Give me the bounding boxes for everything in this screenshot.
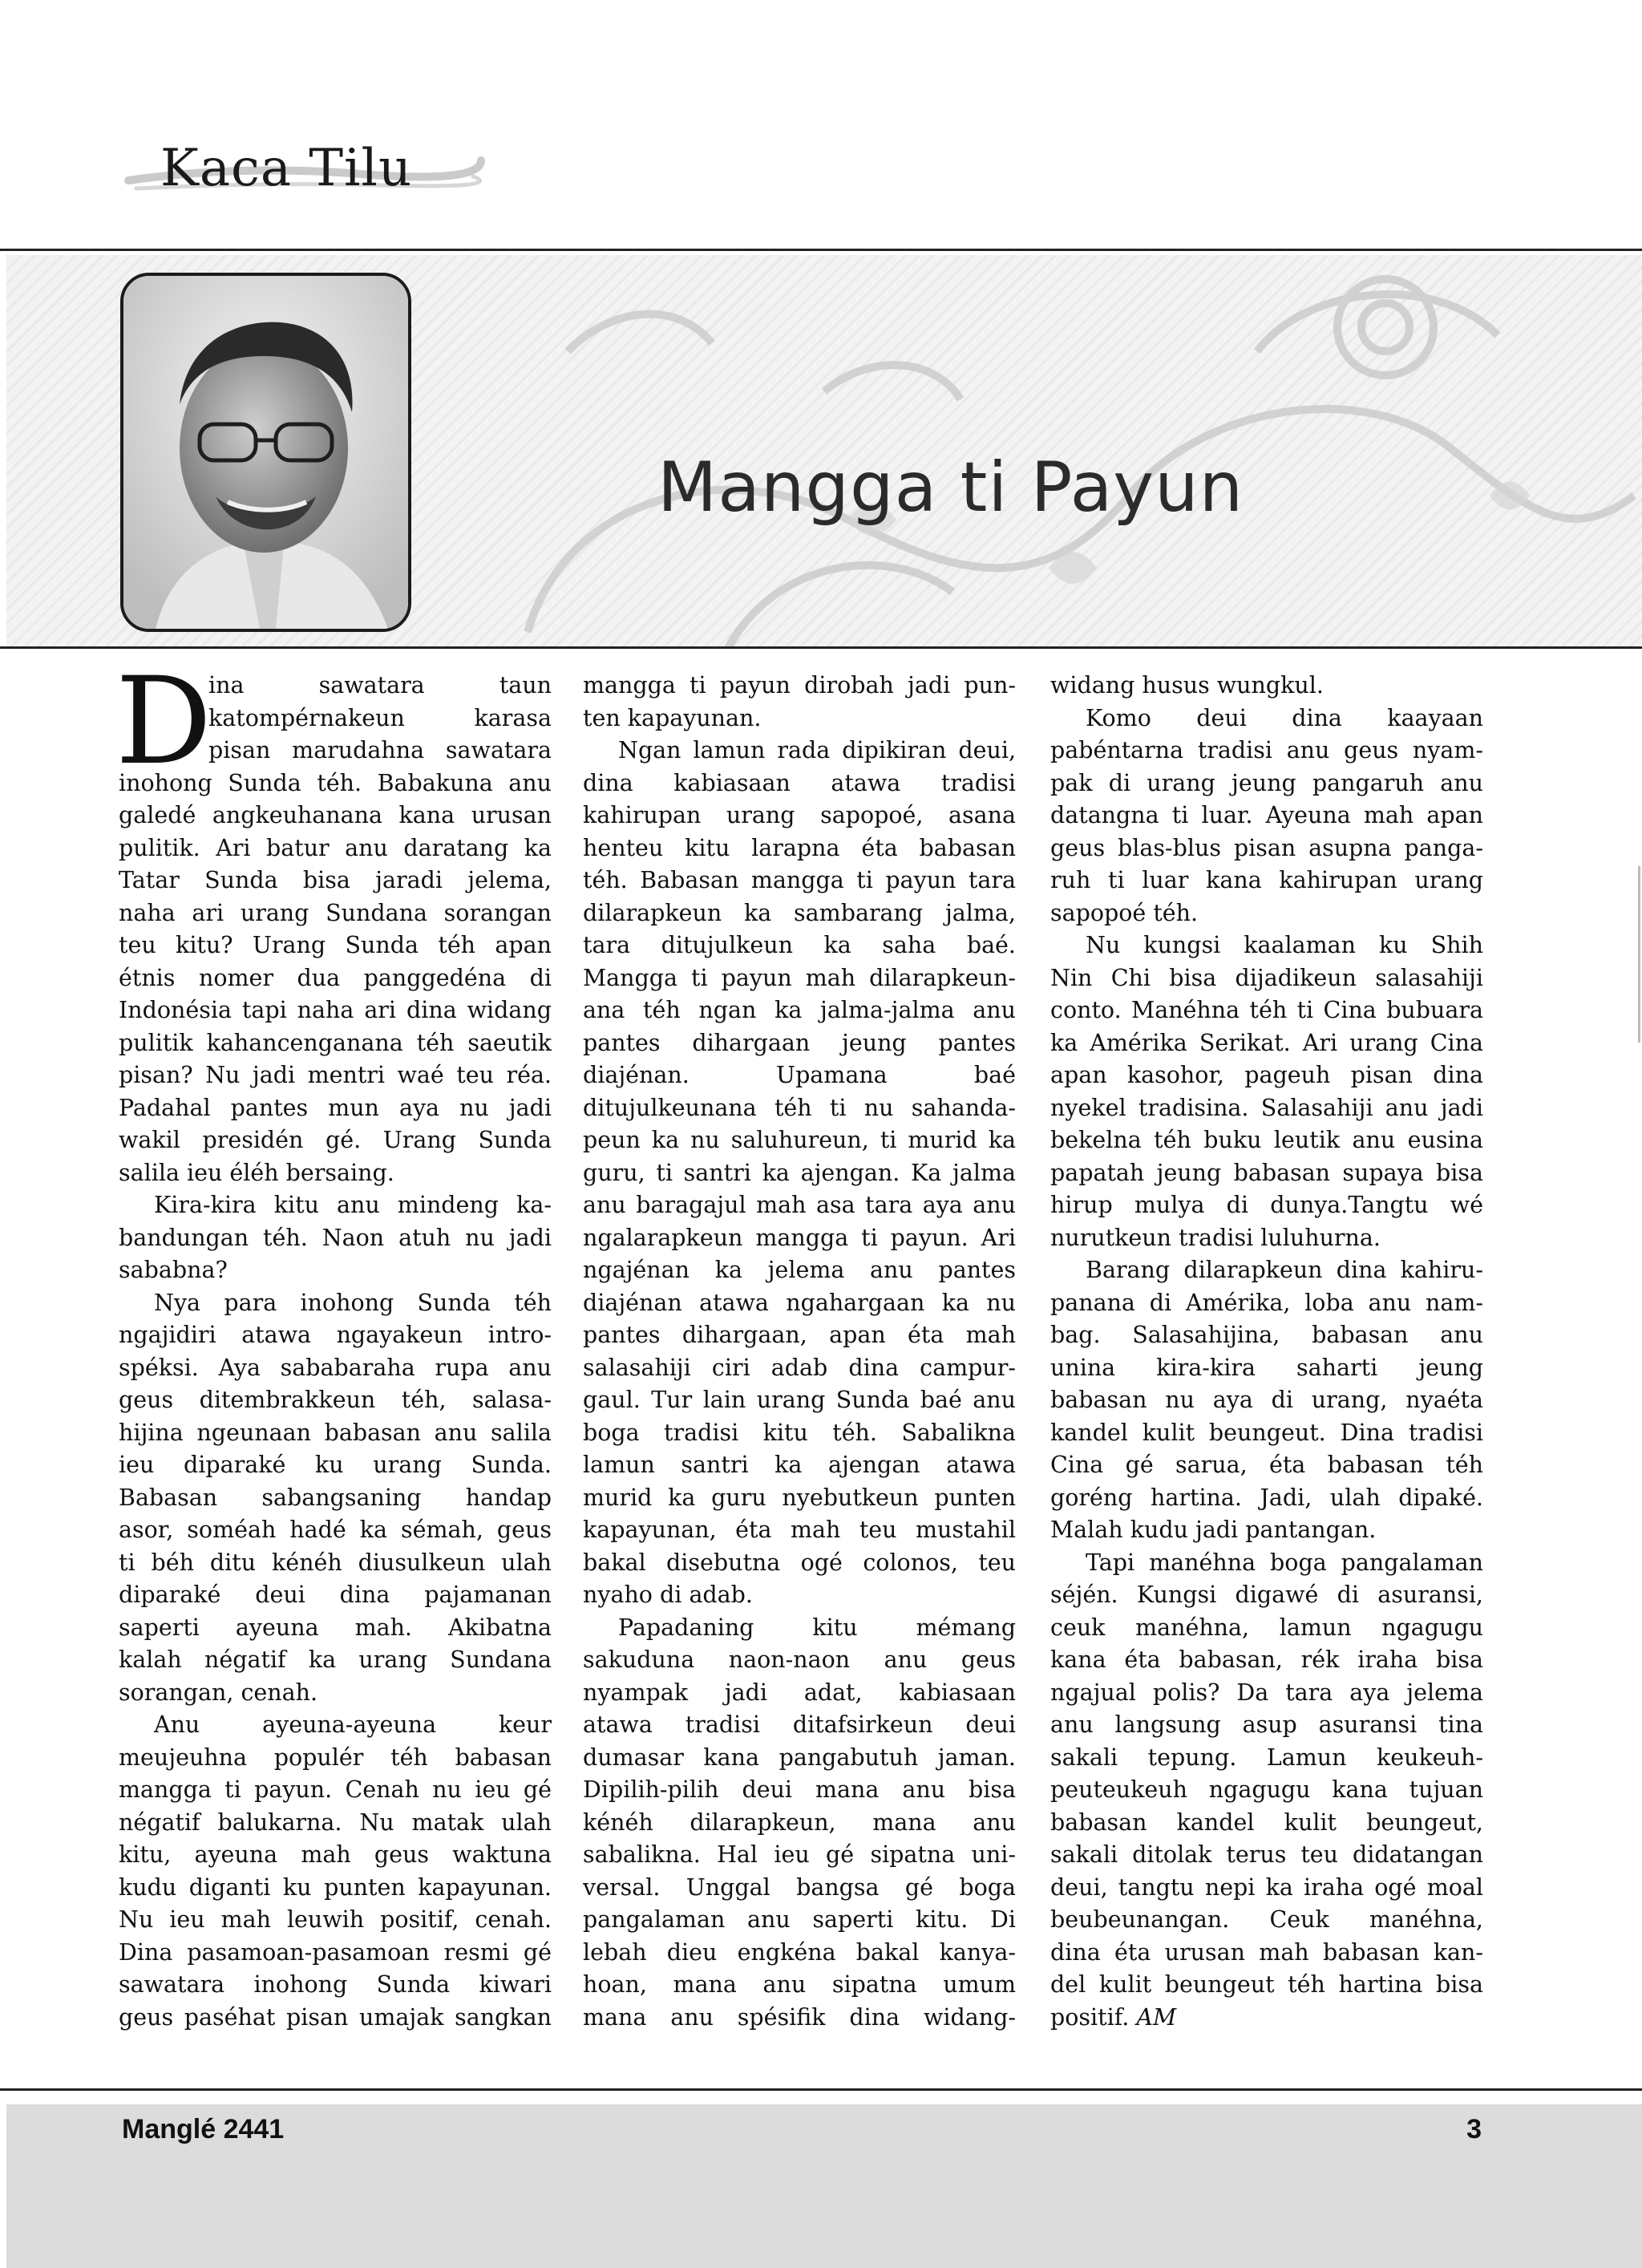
text-line: ka Amérika Serikat. Ari urang Cina (1050, 1029, 1483, 1056)
text-line: sakali tepung. Lamun keukeuh- (1050, 1744, 1483, 1771)
text-line: Papadaning kitu mémang (618, 1614, 1016, 1641)
text-line: hoan, mana anu sipatna umum (583, 1971, 1016, 1998)
text-line: Komo deui dina kaayaan (1086, 704, 1483, 731)
text-line: Cina gé sarua, éta babasan téh (1050, 1452, 1483, 1478)
text-line: unina kira-kira saharti jeung (1050, 1354, 1483, 1381)
text-line: panana di Amérika, loba anu nam- (1050, 1289, 1483, 1316)
text-line: dilarapkeun ka sambarang jalma, (583, 899, 1016, 926)
text-line: Nin Chi bisa dijadikeun salasahiji (1050, 964, 1483, 991)
text-line: hirup mulya di dunya.Tangtu wé (1050, 1192, 1483, 1218)
text-line: ngajual polis? Da tara aya jelema (1050, 1679, 1483, 1706)
text-line: sabalikna. Hal ieu gé sipatna uni- (583, 1841, 1016, 1868)
text-line: Anu ayeuna-ayeuna keur (154, 1711, 552, 1738)
text-line: diparaké deui dina pajamanan (119, 1582, 552, 1608)
text-line: ina sawatara taun (208, 672, 552, 699)
text-line: pisan? Nu jadi mentri waé teu réa. (119, 1062, 552, 1088)
header-bottom-rule (0, 646, 1642, 649)
text-line: conto. Manéhna téh ti Cina bubuara (1050, 997, 1483, 1023)
text-line: bakal disebutna ogé colonos, teu (583, 1549, 1016, 1576)
text-line: deui, tangtu nepi ka iraha ogé moal (1050, 1873, 1483, 1901)
text-line: gaul. Tur lain urang Sunda baé anu (583, 1387, 1016, 1413)
text-line: atawa tradisi ditafsirkeun deui (583, 1711, 1016, 1738)
text-line: sakali ditolak terus teu didatangan (1050, 1841, 1483, 1868)
text-line: Tapi manéhna boga pangalaman (1086, 1549, 1483, 1576)
article-column-3 (1050, 670, 1483, 2034)
text-line: dumasar kana pangabutuh jaman. (583, 1744, 1016, 1771)
text-line: ngajénan ka jelema anu pantes (583, 1257, 1016, 1283)
publication-issue: Manglé 2441 (122, 2114, 285, 2144)
text-line-last (1050, 2002, 1483, 2035)
text-line: pisan marudahna sawatara (208, 737, 552, 763)
text-line: pabéntarna tradisi anu geus nyam- (1050, 737, 1483, 763)
text-line: katompérnakeun karasa (208, 704, 552, 731)
text-line: mangga ti payun dirobah jadi pun- (583, 672, 1016, 699)
text-line: téh. Babasan mangga ti payun tara (583, 867, 1016, 893)
page-edge-mark (1638, 866, 1640, 1043)
text-line: kudu diganti ku punten kapayunan. (119, 1873, 552, 1901)
text-line: kana éta babasan, rék iraha bisa (1050, 1646, 1483, 1673)
text-line: Nu ieu mah leuwih positif, cenah. (119, 1906, 552, 1933)
text-line: Nu kungsi kaalaman ku Shih (1086, 932, 1483, 958)
text-line: séjén. Kungsi digawé di asuransi, (1050, 1582, 1483, 1608)
text-line: meujeuhna populér téh babasan (119, 1744, 552, 1771)
text-line: naha ari urang Sundana sorangan (119, 899, 552, 926)
section-label: Kaca Tilu (160, 139, 413, 198)
text-line: pak di urang jeung pangaruh anu (1050, 769, 1483, 796)
text-line: sababna? (119, 1257, 228, 1283)
article-column-1 (115, 652, 552, 2034)
page-number: 3 (1466, 2114, 1482, 2144)
text-line: kapayunan, éta mah teu mustahil (583, 1517, 1016, 1543)
text-line: versal. Unggal bangsa gé boga (583, 1873, 1016, 1901)
text-line: geus ditembrakkeun téh, salasa- (119, 1387, 552, 1413)
drop-cap: D (115, 652, 212, 792)
text-line: beubeunangan. Ceuk manéhna, (1050, 1906, 1483, 1933)
text-line: bandungan téh. Naon atuh nu jadi (119, 1224, 552, 1251)
author-portrait-icon (123, 276, 408, 629)
text-line: Mangga ti payun mah dilarapkeun- (583, 964, 1016, 991)
text-line: ti béh ditu kénéh diusulkeun ulah (119, 1549, 552, 1576)
text-line: peun ka nu saluhureun, ti murid ka (583, 1127, 1016, 1153)
text-line: ten kapayunan. (583, 704, 762, 731)
text-line: pulitik. Ari batur anu daratang ka (119, 834, 552, 861)
text-line: babasan kandel kulit beungeut, (1050, 1808, 1483, 1836)
text-line: kénéh dilarapkeun, mana anu (583, 1808, 1016, 1836)
text-line: sorangan, cenah. (119, 1679, 318, 1706)
text-line: geus blas-blus pisan asupna panga- (1050, 834, 1483, 861)
text-line: guru, ti santri ka ajengan. Ka jalma (583, 1159, 1016, 1186)
text-line: salasahiji ciri adab dina campur- (583, 1354, 1016, 1381)
text-line: sakuduna naon-naon anu geus (583, 1646, 1016, 1673)
text-line: ieu diparaké ku urang Sunda. (119, 1452, 552, 1478)
text-line: pantes dihargaan jeung pantes (583, 1029, 1016, 1056)
text-line: diajénan. Upamana baé (583, 1062, 1016, 1088)
text-line: lebah dieu engkéna bakal kanya- (583, 1938, 1016, 1966)
text-line: pantes dihargaan, apan éta mah (583, 1322, 1016, 1348)
text-line: kalah négatif ka urang Sundana (119, 1646, 552, 1673)
text-line: Nya para inohong Sunda téh (154, 1289, 552, 1316)
text-line: kandel kulit beungeut. Dina tradisi (1050, 1419, 1483, 1446)
text-line: Dipilih-pilih deui mana anu bisa (583, 1776, 1016, 1803)
text-line: Dina pasamoan-pasamoan resmi gé (119, 1938, 552, 1966)
text-line: sawatara inohong Sunda kiwari (119, 1971, 552, 1998)
text-line: ditujulkeunana téh ti nu sahanda- (583, 1094, 1016, 1121)
text-line: datangna ti luar. Ayeuna mah apan (1050, 802, 1483, 828)
text-line: tara ditujulkeun ka saha baé. (583, 932, 1016, 958)
text-line: Tatar Sunda bisa jaradi jelema, (119, 867, 552, 893)
text-line: murid ka guru nyebutkeun punten (583, 1484, 1016, 1511)
text-line: wakil presidén gé. Urang Sunda (119, 1127, 552, 1153)
text-line: babasan nu aya di urang, nyaéta (1050, 1387, 1483, 1413)
text-line: ceuk manéhna, lamun ngagugu (1050, 1614, 1483, 1641)
text-line: papatah jeung babasan supaya bisa (1050, 1159, 1483, 1186)
text-line: widang husus wungkul. (1050, 672, 1324, 699)
article-title: Mangga ti Payun (657, 447, 1244, 528)
text-line: bekelna téh buku leutik anu eusina (1050, 1127, 1483, 1153)
text-line: teu kitu? Urang Sunda téh apan (119, 932, 552, 958)
text-line: kahirupan urang sapopoé, asana (583, 802, 1016, 828)
text-line: nyaho di adab. (583, 1582, 753, 1608)
text-line: salila ieu éléh bersaing. (119, 1159, 394, 1186)
text-line: étnis nomer dua panggedéna di (119, 964, 552, 991)
text-line: diajénan atawa ngahargaan ka nu (583, 1289, 1016, 1316)
text-line: galedé angkeuhanana kana urusan (119, 802, 552, 828)
text-line: dina éta urusan mah babasan kan- (1050, 1938, 1483, 1966)
text-line: henteu kitu larapna éta babasan (583, 834, 1016, 861)
text-line: ruh ti luar kana kahirupan urang (1050, 867, 1483, 893)
text-line: nyekel tradisina. Salasahiji anu jadi (1050, 1094, 1483, 1121)
text-line: négatif balukarna. Nu matak ulah (119, 1808, 552, 1836)
text-line: anu langsung asup asuransi tina (1050, 1711, 1483, 1738)
author-initials: AM (1136, 2003, 1177, 2031)
text-line: boga tradisi kitu téh. Sabalikna (583, 1419, 1016, 1446)
article-column-2 (583, 670, 1016, 2034)
text-line: Padahal pantes mun aya nu jadi (119, 1094, 552, 1121)
text-line: geus paséhat pisan umajak sangkan (119, 2003, 552, 2031)
text-line: nurutkeun tradisi luluhurna. (1050, 1224, 1381, 1251)
author-portrait (120, 273, 411, 632)
text-line: apan kasohor, pageuh pisan dina (1050, 1062, 1483, 1088)
text-line: pulitik kahancenganana téh saeutik (119, 1029, 552, 1056)
text-line: Kira-kira kitu anu mindeng ka- (154, 1192, 552, 1218)
text-line: hijina ngeunaan babasan anu salila (119, 1419, 552, 1446)
text-line: saperti ayeuna mah. Akibatna (119, 1614, 552, 1641)
text-line: kitu, ayeuna mah geus waktuna (119, 1841, 552, 1868)
text-line: mangga ti payun. Cenah nu ieu gé (119, 1776, 552, 1803)
text-line: Babasan sabangsaning handap (119, 1484, 552, 1511)
text-line: pangalaman anu saperti kitu. Di (583, 1906, 1016, 1933)
text-line: Indonésia tapi naha ari dina widang (119, 997, 552, 1023)
text-line: Ngan lamun rada dipikiran deui, (618, 737, 1016, 763)
text-line: del kulit beungeut téh hartina bisa (1050, 1971, 1483, 1998)
text-line: anu baragajul mah asa tara aya anu (583, 1192, 1016, 1218)
text-line: sapopoé téh. (1050, 899, 1199, 926)
text-line: mana anu spésifik dina widang- (583, 2003, 1016, 2031)
section-logo (120, 132, 489, 213)
text-line: Malah kudu jadi pantangan. (1050, 1517, 1377, 1543)
text-line: ngalarapkeun mangga ti payun. Ari (583, 1224, 1016, 1251)
header-top-rule (0, 249, 1642, 251)
text-line: goréng hartina. Jadi, ulah dipaké. (1050, 1484, 1483, 1511)
text-line: asor, soméah hadé ka sémah, geus (119, 1517, 552, 1543)
text-line: ngajidiri atawa ngayakeun intro- (119, 1322, 552, 1348)
text-line: nyampak jadi adat, kabiasaan (583, 1679, 1016, 1706)
text-line: ana téh ngan ka jalma-jalma anu (583, 997, 1016, 1023)
text-line: bag. Salasahijina, babasan anu (1050, 1322, 1483, 1348)
text-line-content: positif. (1050, 2003, 1130, 2031)
text-line: inohong Sunda téh. Babakuna anu (119, 769, 552, 796)
text-line: Barang dilarapkeun dina kahiru- (1086, 1257, 1483, 1283)
text-line: peuteukeuh ngagugu kana tujuan (1050, 1776, 1483, 1803)
text-line: dina kabiasaan atawa tradisi (583, 769, 1016, 796)
text-line: spéksi. Aya sababaraha rupa anu (119, 1354, 552, 1381)
text-line: lamun santri ka ajengan atawa (583, 1452, 1016, 1478)
footer-rule (0, 2088, 1642, 2091)
